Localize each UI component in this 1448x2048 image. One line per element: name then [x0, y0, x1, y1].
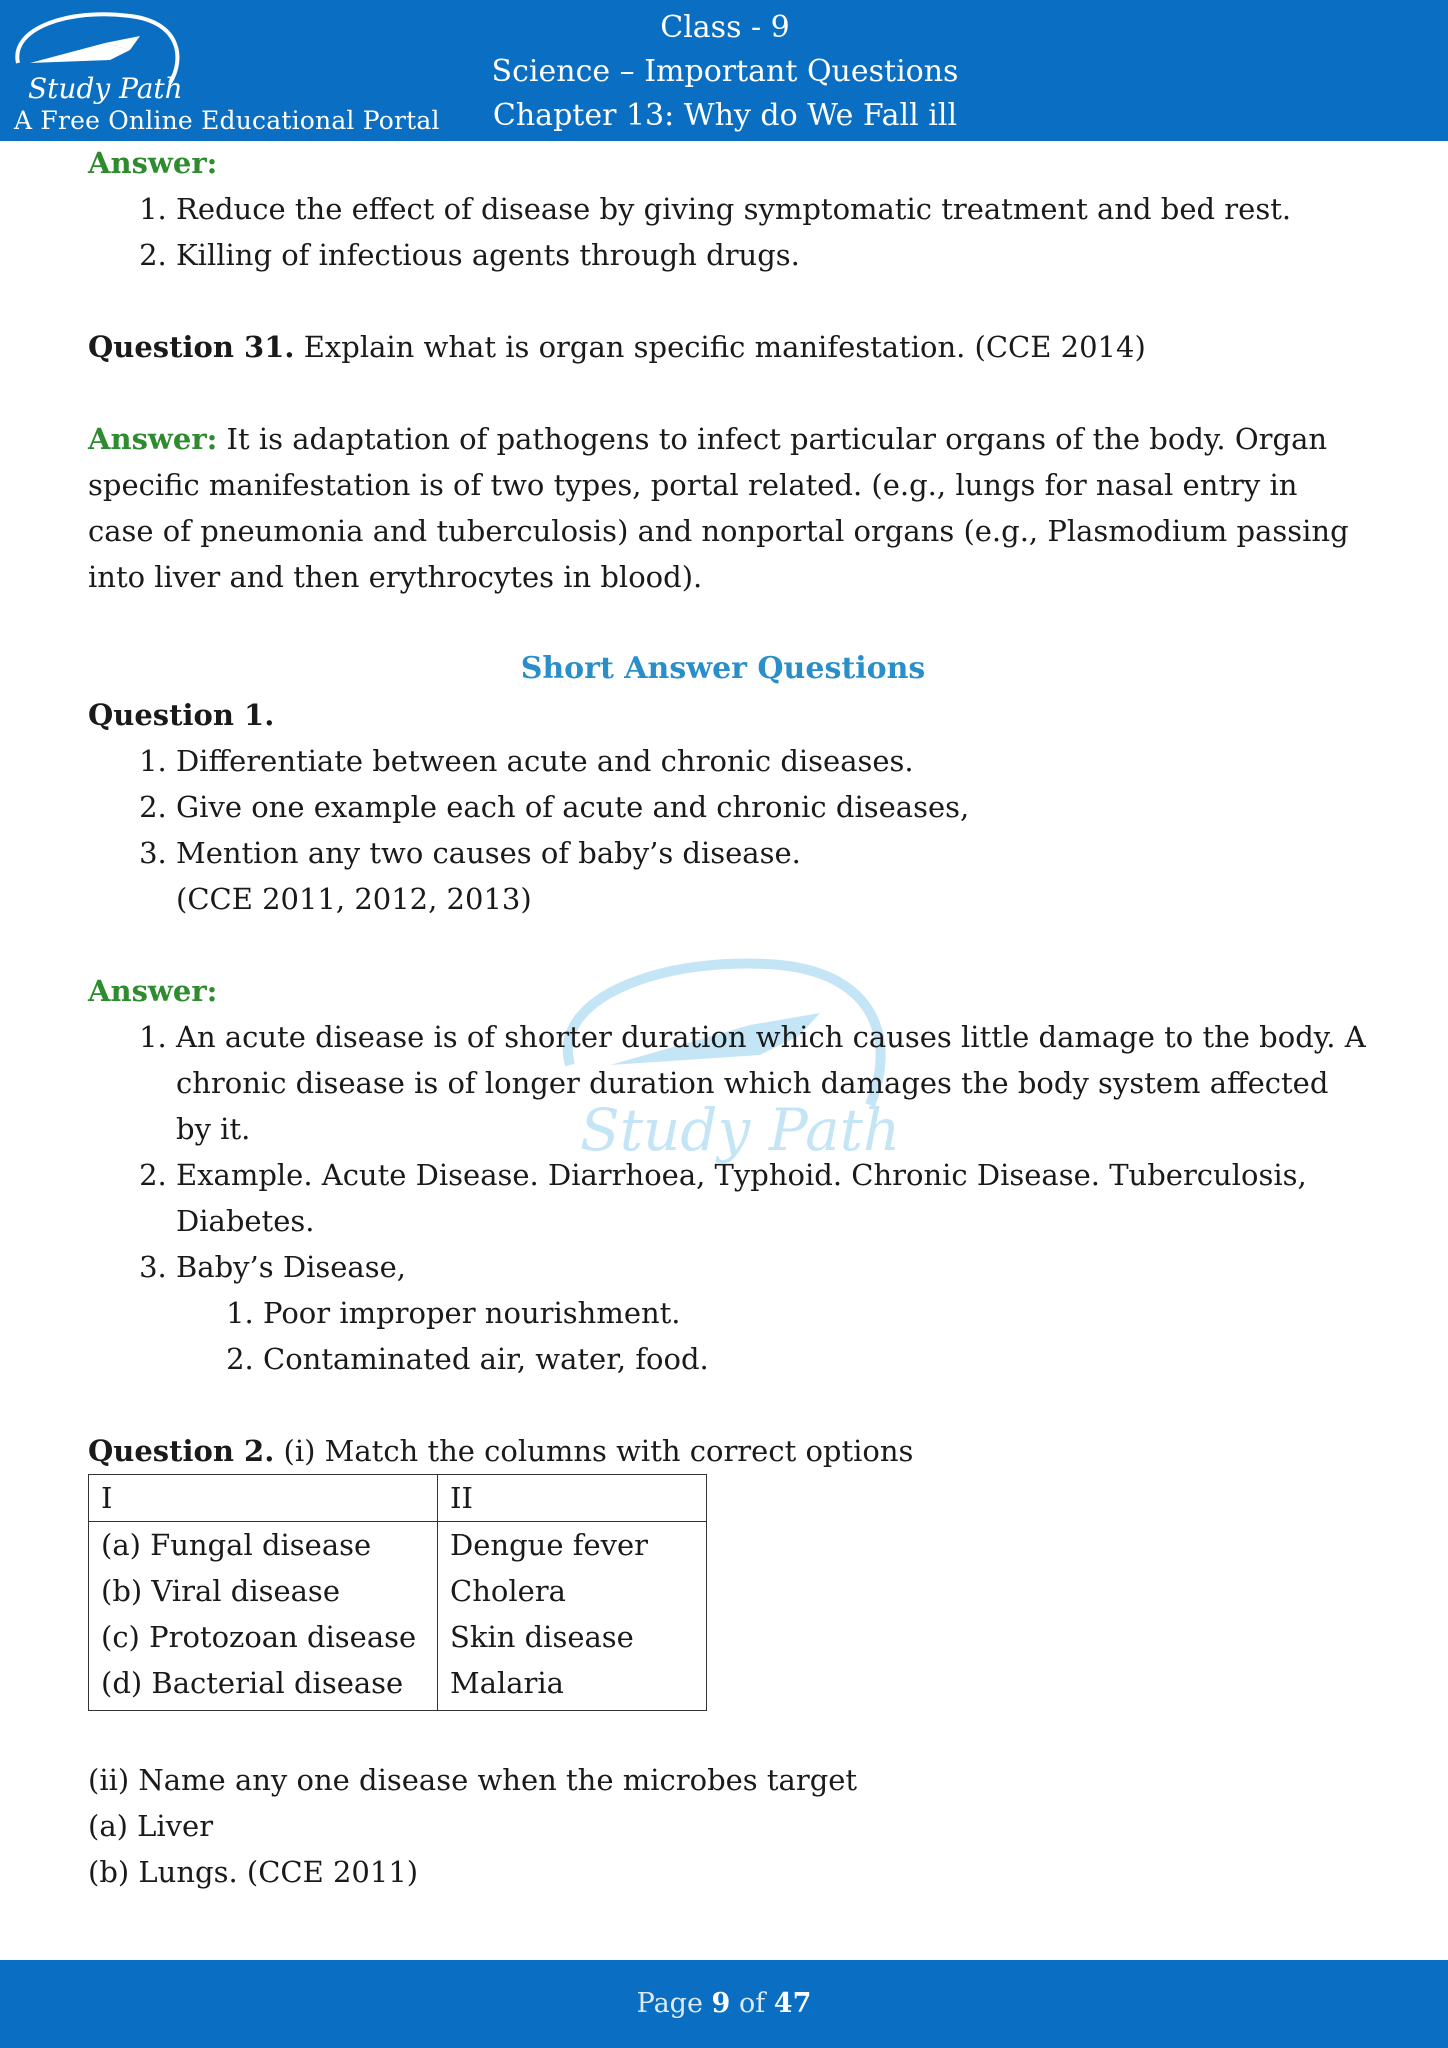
list-item: 3. Mention any two causes of baby’s disease.	[176, 830, 1368, 876]
table-cell: (a) Fungal disease	[89, 1522, 438, 1569]
page-word: Page	[636, 1988, 703, 2019]
sub-list-item: 2. Contaminated air, water, food.	[263, 1336, 1368, 1382]
question-2-part-2: (ii) Name any one disease when the microbes target	[88, 1763, 858, 1797]
list-item: 1. Reduce the effect of disease by giving symptomatic treatment and bed rest.	[176, 186, 1368, 232]
svg-text:Study Path: Study Path	[580, 1096, 900, 1164]
question-label: Question 31.	[88, 330, 295, 364]
page-footer	[0, 1960, 1448, 2048]
table-cell: Cholera	[438, 1568, 707, 1614]
study-path-logo-icon	[10, 8, 185, 108]
table-header-cell: I	[89, 1475, 438, 1522]
table-row	[89, 1568, 707, 1614]
table-row	[89, 1522, 707, 1569]
portal-tagline: A Free Online Educational Portal	[14, 106, 440, 135]
list-item: 1. Differentiate between acute and chronic diseases.	[176, 738, 1368, 784]
table-header-cell: II	[438, 1475, 707, 1522]
chapter-title: Chapter 13: Why do We Fall ill	[492, 98, 958, 133]
page-content	[88, 140, 1368, 1895]
answer-label: Answer:	[88, 146, 218, 180]
table-cell: (b) Viral disease	[89, 1568, 438, 1614]
match-table	[88, 1474, 707, 1711]
sub-list-item: 1. Poor improper nourishment.	[263, 1290, 1368, 1336]
question-label: Question 2.	[88, 1434, 275, 1468]
table-cell: (d) Bacterial disease	[89, 1660, 438, 1711]
table-cell: Dengue fever	[438, 1522, 707, 1569]
answer-label: Answer:	[88, 422, 218, 456]
list-item: 2. Killing of infectious agents through drugs.	[176, 232, 1368, 278]
list-item: 2. Example. Acute Disease. Diarrhoea, Typhoid. Chronic Disease. Tuberculosis, Diabetes.	[176, 1152, 1368, 1244]
question-text: (i) Match the columns with correct options	[274, 1434, 914, 1468]
of-word: of	[738, 1988, 766, 2019]
list-item	[176, 1244, 1368, 1382]
sub-list	[176, 1290, 1368, 1382]
class-title: Class - 9	[660, 10, 790, 45]
table-cell: Skin disease	[438, 1614, 707, 1660]
answer-text: It is adaptation of pathogens to infect particular organs of the body. Organ specific manifestation is of two types, portal related. (e.g., lungs for nasal entry in case of pneumonia and tuberculosis) and nonportal organs (e.g., Plasmodium passing into liver and then erythrocytes in blood).	[88, 422, 1349, 594]
cce-note: (CCE 2011, 2012, 2013)	[176, 882, 532, 916]
list-item-text: Baby’s Disease,	[176, 1250, 406, 1284]
logo-text: Study Path	[28, 72, 183, 105]
question-text: Explain what is organ specific manifestation. (CCE 2014)	[294, 330, 1146, 364]
page-header	[0, 0, 1448, 141]
header-titles	[410, 6, 1040, 138]
answer-31	[88, 416, 1368, 600]
total-pages-number: 47	[773, 1988, 812, 2019]
table-row	[89, 1660, 707, 1711]
table-cell: (c) Protozoan disease	[89, 1614, 438, 1660]
question-2-option-b: (b) Lungs. (CCE 2011)	[88, 1855, 419, 1889]
current-page-number: 9	[711, 1988, 731, 2019]
question-2-option-a: (a) Liver	[88, 1809, 214, 1843]
table-cell: Malaria	[438, 1660, 707, 1711]
answer-label: Answer:	[88, 974, 218, 1008]
list-item: 1. An acute disease is of shorter duration which causes little damage to the body. A chronic disease is of longer duration which damages the body system affected by it.	[176, 1014, 1368, 1152]
answer-list	[88, 1014, 1368, 1382]
list-item: 2. Give one example each of acute and chronic diseases,	[176, 784, 1368, 830]
subject-title: Science – Important Questions	[491, 54, 959, 89]
question-31	[88, 324, 1368, 370]
question-2	[88, 1428, 1368, 1474]
answer-list	[88, 186, 1368, 278]
section-title: Short Answer Questions	[520, 651, 926, 686]
question-list	[88, 738, 1368, 876]
table-row	[89, 1614, 707, 1660]
question-label: Question 1.	[88, 698, 275, 732]
table-header-row	[89, 1475, 707, 1522]
